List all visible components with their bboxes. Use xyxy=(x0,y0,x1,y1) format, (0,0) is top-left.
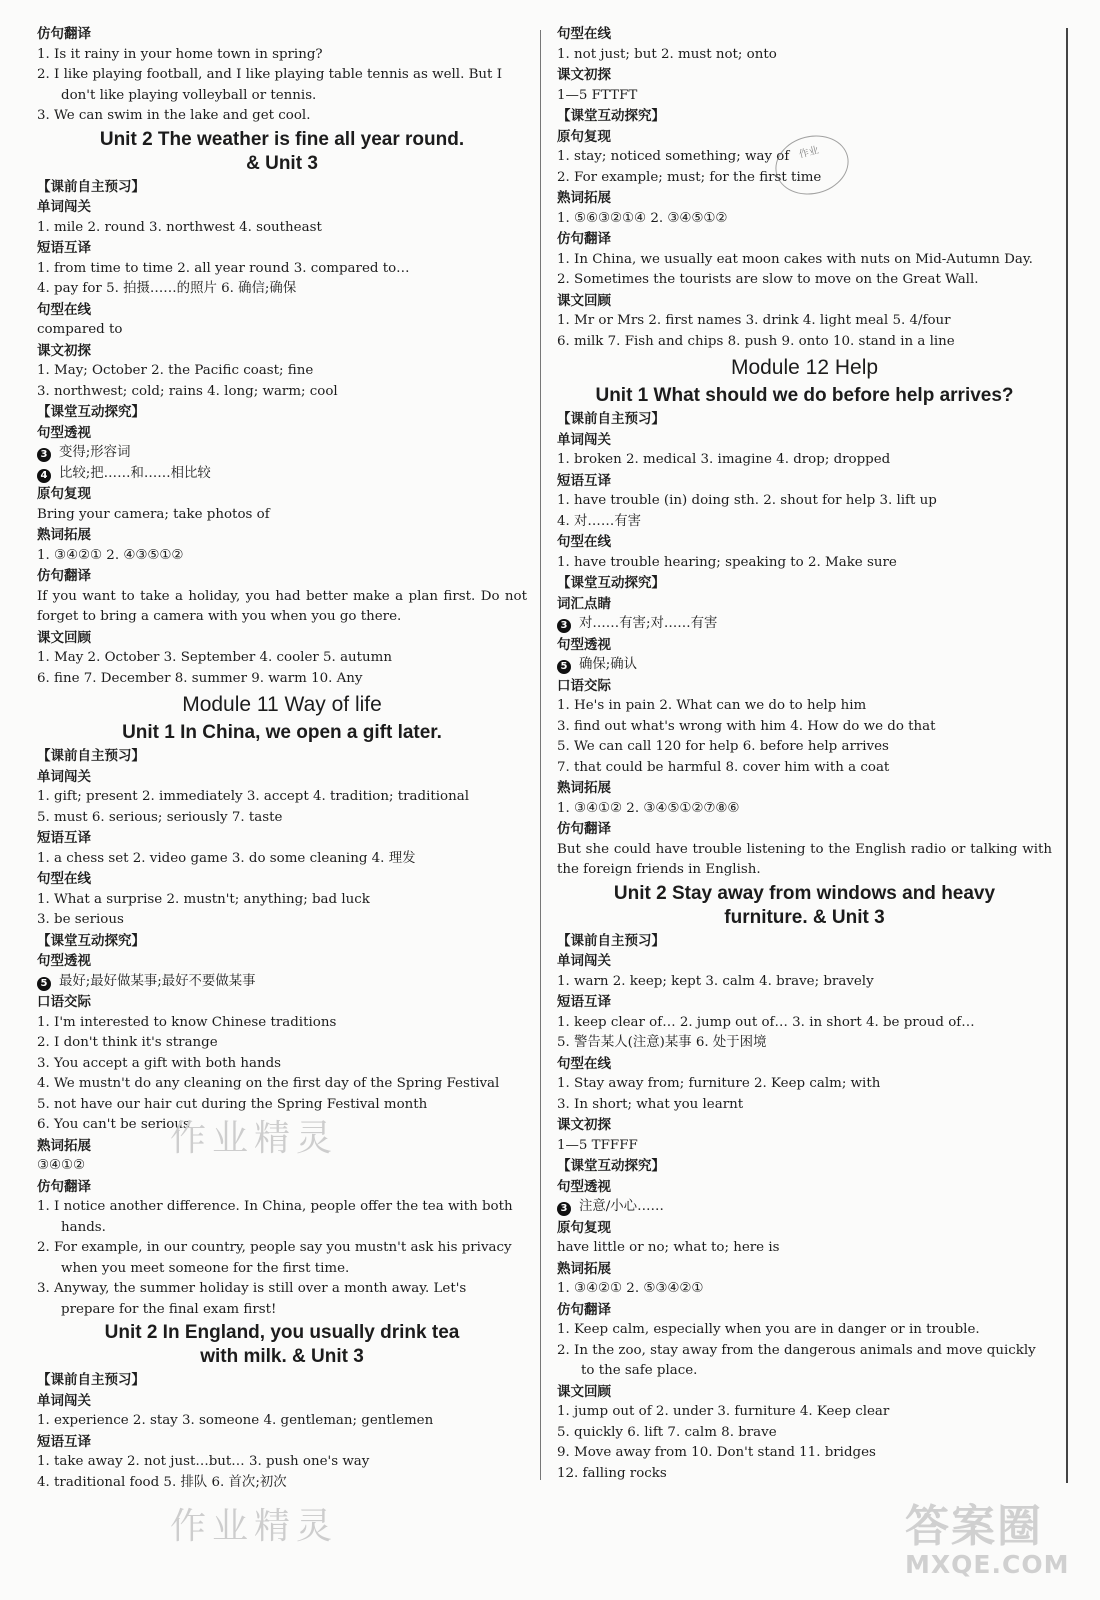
section-heading: 原句复现 xyxy=(557,128,611,145)
note-text: 对……有害;对……有害 xyxy=(579,616,718,631)
answer-line: compared to xyxy=(37,322,123,337)
section-heading: 单词闯关 xyxy=(37,1392,91,1409)
answer-line: 4. traditional food 5. 排队 6. 首次;初次 xyxy=(37,1474,287,1490)
answer-line: 1. ③④②① 2. ⑤③④②① xyxy=(557,1281,704,1296)
unit-title: Unit 1 What should we do before help arrives? xyxy=(595,385,1014,406)
section-heading: 仿句翻译 xyxy=(557,821,611,837)
answer-line: 1. not just; but 2. must not; onto xyxy=(557,46,777,62)
answer-line-continued: don't like playing volleyball or tennis. xyxy=(61,87,317,103)
answer-line: 5. 警告某人(注意)某事 6. 处于困境 xyxy=(557,1035,767,1050)
answer-line: 2. I don't think it's strange xyxy=(37,1035,218,1050)
logo-url: MXQE.COM xyxy=(905,1550,1070,1579)
answer-line: 4. pay for 5. 拍摄……的照片 6. 确信;确保 xyxy=(37,281,297,296)
numbered-note xyxy=(557,1197,1052,1218)
answer-line: 1. In China, we usually eat moon cakes with nuts on Mid-Autumn Day. xyxy=(557,251,1033,267)
section-heading: 短语互译 xyxy=(37,830,91,846)
answer-line: 6. You can't be serious xyxy=(37,1117,190,1132)
answer-line: 1. experience 2. stay 3. someone 4. gentleman; gentlemen xyxy=(37,1413,434,1428)
watermark-bottom: 作业精灵 xyxy=(170,1506,339,1547)
section-heading: 单词闯关 xyxy=(557,953,611,969)
column-divider xyxy=(540,30,541,1480)
section-heading: 【课前自主预习】 xyxy=(37,748,145,764)
site-logo xyxy=(905,1490,1075,1590)
section-heading: 原句复现 xyxy=(557,1219,611,1236)
section-heading: 句型透视 xyxy=(37,424,91,441)
section-heading: 句型在线 xyxy=(37,301,91,318)
answer-line: 1. May 2. October 3. September 4. cooler 5. autumn xyxy=(37,650,393,665)
section-heading: 熟词拓展 xyxy=(557,1260,611,1277)
section-heading: 课文回顾 xyxy=(557,292,611,309)
section-heading: 短语互译 xyxy=(557,994,611,1010)
circle-number-icon: 5 xyxy=(557,660,571,674)
answer-line: 4. 对……有害 xyxy=(557,513,641,529)
right-column xyxy=(557,24,1052,1484)
section-heading: 句型在线 xyxy=(37,871,91,887)
watermark-mid: 作业精灵 xyxy=(170,1118,339,1159)
answer-line: have little or no; what to; here is xyxy=(557,1240,780,1255)
section-heading: 熟词拓展 xyxy=(37,1137,91,1154)
answer-line: 1. gift; present 2. immediately 3. accept 4. tradition; traditional xyxy=(37,789,469,804)
answer-line: 6. milk 7. Fish and chips 8. push 9. onto 10. stand in a line xyxy=(557,333,955,349)
section-heading: 句型透视 xyxy=(557,636,611,653)
unit-title: furniture. & Unit 3 xyxy=(724,906,885,928)
stamp-text: 作业 xyxy=(797,145,821,161)
numbered-note xyxy=(557,655,1052,676)
answer-line: 1. What a surprise 2. mustn't; anything; bad luck xyxy=(37,891,370,907)
answer-line: 3. northwest; cold; rains 4. long; warm; cool xyxy=(37,383,338,399)
answer-line: 5. We can call 120 for help 6. before help arrives xyxy=(557,739,889,754)
section-heading: 课文初探 xyxy=(557,67,611,83)
answer-line: 1. jump out of 2. under 3. furniture 4. Keep clear xyxy=(557,1404,890,1419)
answer-line: 1. Stay away from; furniture 2. Keep calm; with xyxy=(557,1076,881,1091)
answer-line: 3. Anyway, the summer holiday is still over a month away. Let's xyxy=(37,1281,467,1296)
section-heading: 课文初探 xyxy=(557,1117,611,1133)
section-heading: 仿句翻译 xyxy=(557,231,611,247)
answer-line: 1. take away 2. not just…but… 3. push one's way xyxy=(37,1454,370,1469)
right-margin-bar xyxy=(1066,28,1068,1483)
answer-line: 3. We can swim in the lake and get cool. xyxy=(37,108,311,123)
circle-number-icon: 4 xyxy=(37,469,51,483)
answer-line: 5. not have our hair cut during the Spring Festival month xyxy=(37,1096,428,1112)
answer-line: 1. Mr or Mrs 2. first names 3. drink 4. light meal 5. 4/four xyxy=(557,313,951,328)
answer-line-continued: when you meet someone for the first time. xyxy=(61,1260,350,1276)
answer-line: 2. I like playing football, and I like playing table tennis as well. But I xyxy=(37,67,502,82)
answer-line: 1. stay; noticed something; way of xyxy=(557,149,790,164)
answer-line: 1—5 TFFFF xyxy=(557,1137,638,1153)
answer-line: 1. broken 2. medical 3. imagine 4. drop; dropped xyxy=(557,452,891,467)
section-heading: 原句复现 xyxy=(37,486,91,502)
section-heading: 课文回顾 xyxy=(37,629,91,646)
answer-line: 7. that could be harmful 8. cover him with a coat xyxy=(557,759,890,775)
circle-number-icon: 3 xyxy=(557,619,571,633)
section-heading: 单词闯关 xyxy=(37,199,91,215)
answer-line: 1. have trouble (in) doing sth. 2. shout for help 3. lift up xyxy=(557,493,937,508)
answer-line-continued: to the safe place. xyxy=(581,1363,698,1378)
numbered-note xyxy=(37,464,527,485)
answer-line: ③④①② xyxy=(37,1158,86,1173)
answer-line: 3. be serious xyxy=(37,912,124,927)
section-heading: 熟词拓展 xyxy=(557,190,611,206)
answer-line: 1. Keep calm, especially when you are in danger or in trouble. xyxy=(557,1322,980,1337)
section-heading: 句型在线 xyxy=(557,1055,611,1072)
note-text: 变得;形容词 xyxy=(59,445,131,460)
section-heading: 【课堂互动探究】 xyxy=(557,108,665,124)
answer-line: 6. fine 7. December 8. summer 9. warm 10. Any xyxy=(37,670,363,686)
section-heading: 句型透视 xyxy=(37,953,91,969)
answer-paragraph: If you want to take a holiday, you had better make a plan first. Do not forget to bring a camera with you when you go there. xyxy=(37,588,527,624)
section-heading: 【课堂互动探究】 xyxy=(37,932,145,949)
answer-line: 1. have trouble hearing; speaking to 2. Make sure xyxy=(557,554,897,570)
answer-line: 1. keep clear of… 2. jump out of… 3. in short 4. be proud of… xyxy=(557,1014,975,1030)
section-heading: 短语互译 xyxy=(557,472,611,489)
section-heading: 【课前自主预习】 xyxy=(557,932,665,949)
section-heading: 熟词拓展 xyxy=(37,527,91,543)
logo-title: 答案圈 xyxy=(905,1501,1043,1552)
answer-line: 9. Move away from 10. Don't stand 11. bridges xyxy=(557,1445,876,1460)
section-heading: 【课前自主预习】 xyxy=(37,1372,145,1388)
answer-line: 1. I'm interested to know Chinese traditions xyxy=(37,1014,337,1030)
module-title: Module 11 Way of life xyxy=(182,693,382,716)
circle-number-icon: 5 xyxy=(37,977,51,991)
section-heading: 短语互译 xyxy=(37,1433,91,1450)
answer-line: 2. In the zoo, stay away from the dangerous animals and move quickly xyxy=(557,1342,1036,1358)
note-text: 确保;确认 xyxy=(579,657,638,672)
numbered-note xyxy=(37,443,527,464)
section-heading: 口语交际 xyxy=(37,994,91,1010)
answer-line: 5. quickly 6. lift 7. calm 8. brave xyxy=(557,1424,777,1440)
section-heading: 熟词拓展 xyxy=(557,780,611,796)
section-heading: 口语交际 xyxy=(557,677,611,694)
numbered-note xyxy=(37,972,527,993)
left-column xyxy=(37,24,527,1493)
section-heading: 单词闯关 xyxy=(557,431,611,448)
section-heading: 句型在线 xyxy=(557,26,611,42)
answer-line: 3. find out what's wrong with him 4. How do we do that xyxy=(557,718,936,734)
section-heading: 仿句翻译 xyxy=(37,568,91,584)
answer-line: 1. mile 2. round 3. northwest 4. southeast xyxy=(37,219,322,235)
section-heading: 短语互译 xyxy=(37,240,91,256)
answer-line: 3. In short; what you learnt xyxy=(557,1096,744,1112)
unit-title: with milk. & Unit 3 xyxy=(200,1346,364,1367)
answer-line: 2. For example, in our country, people say you mustn't ask his privacy xyxy=(37,1240,512,1255)
section-heading: 仿句翻译 xyxy=(37,26,91,42)
answer-paragraph: But she could have trouble listening to the English radio or talking with the foreign friends in English. xyxy=(557,841,1052,877)
answer-line: 2. Sometimes the tourists are slow to move on the Great Wall. xyxy=(557,272,979,287)
answer-line: 1. I notice another difference. In China, people offer the tea with both xyxy=(37,1199,513,1214)
section-heading: 仿句翻译 xyxy=(557,1301,611,1318)
unit-title: & Unit 3 xyxy=(246,152,318,174)
unit-title: Unit 2 The weather is fine all year round. xyxy=(99,128,465,150)
section-heading: 【课堂互动探究】 xyxy=(37,404,145,420)
circle-number-icon: 3 xyxy=(37,448,51,462)
answer-line: 1. Is it rainy in your home town in spring? xyxy=(37,46,323,62)
section-heading: 词汇点睛 xyxy=(557,595,611,612)
section-heading: 课文回顾 xyxy=(557,1383,611,1400)
answer-line: 3. You accept a gift with both hands xyxy=(37,1055,282,1071)
answer-line: 4. We mustn't do any cleaning on the first day of the Spring Festival xyxy=(37,1076,500,1091)
unit-title: Unit 2 Stay away from windows and heavy xyxy=(613,882,996,904)
section-heading: 【课前自主预习】 xyxy=(37,178,145,195)
unit-title: Unit 1 In China, we open a gift later. xyxy=(122,722,442,743)
answer-line: 1. He's in pain 2. What can we do to help him xyxy=(557,698,867,713)
section-heading: 课文初探 xyxy=(37,342,91,359)
section-heading: 【课堂互动探究】 xyxy=(557,575,665,591)
answer-line-continued: prepare for the final exam first! xyxy=(61,1301,277,1317)
answer-line: 2. For example; must; for the first time xyxy=(557,169,822,185)
circle-number-icon: 3 xyxy=(557,1202,571,1216)
answer-line: 1. ⑤⑥③②①④ 2. ③④⑤①② xyxy=(557,210,728,226)
answer-line: 1. from time to time 2. all year round 3. compared to… xyxy=(37,260,410,276)
answer-line: 5. must 6. serious; seriously 7. taste xyxy=(37,809,283,825)
section-heading: 【课前自主预习】 xyxy=(557,411,665,427)
unit-title: Unit 2 In England, you usually drink tea xyxy=(104,1322,460,1343)
answer-line: 12. falling rocks xyxy=(557,1465,667,1481)
answer-line-continued: hands. xyxy=(61,1219,106,1235)
section-heading: 仿句翻译 xyxy=(37,1178,91,1195)
section-heading: 【课堂互动探究】 xyxy=(557,1158,665,1174)
note-text: 注意/小心…… xyxy=(579,1199,664,1214)
section-heading: 句型在线 xyxy=(557,534,611,550)
section-heading: 单词闯关 xyxy=(37,768,91,785)
section-heading: 句型透视 xyxy=(557,1178,611,1195)
answer-line: 1. ③④①② 2. ③④⑤①②⑦⑧⑥ xyxy=(557,800,740,816)
answer-line: Bring your camera; take photos of xyxy=(37,506,270,522)
numbered-note xyxy=(557,614,1052,635)
module-title: Module 12 Help xyxy=(730,356,879,379)
answer-line: 1. ③④②① 2. ④③⑤①② xyxy=(37,547,184,563)
answer-line: 1. a chess set 2. video game 3. do some cleaning 4. 理发 xyxy=(37,850,416,866)
answer-line: 1. May; October 2. the Pacific coast; fine xyxy=(37,363,314,378)
answer-line: 1. warn 2. keep; kept 3. calm 4. brave; bravely xyxy=(557,973,874,989)
note-text: 最好;最好做某事;最好不要做某事 xyxy=(59,973,256,989)
answer-line: 1—5 FTTFT xyxy=(557,87,638,103)
note-text: 比较;把……和……相比较 xyxy=(59,465,211,481)
